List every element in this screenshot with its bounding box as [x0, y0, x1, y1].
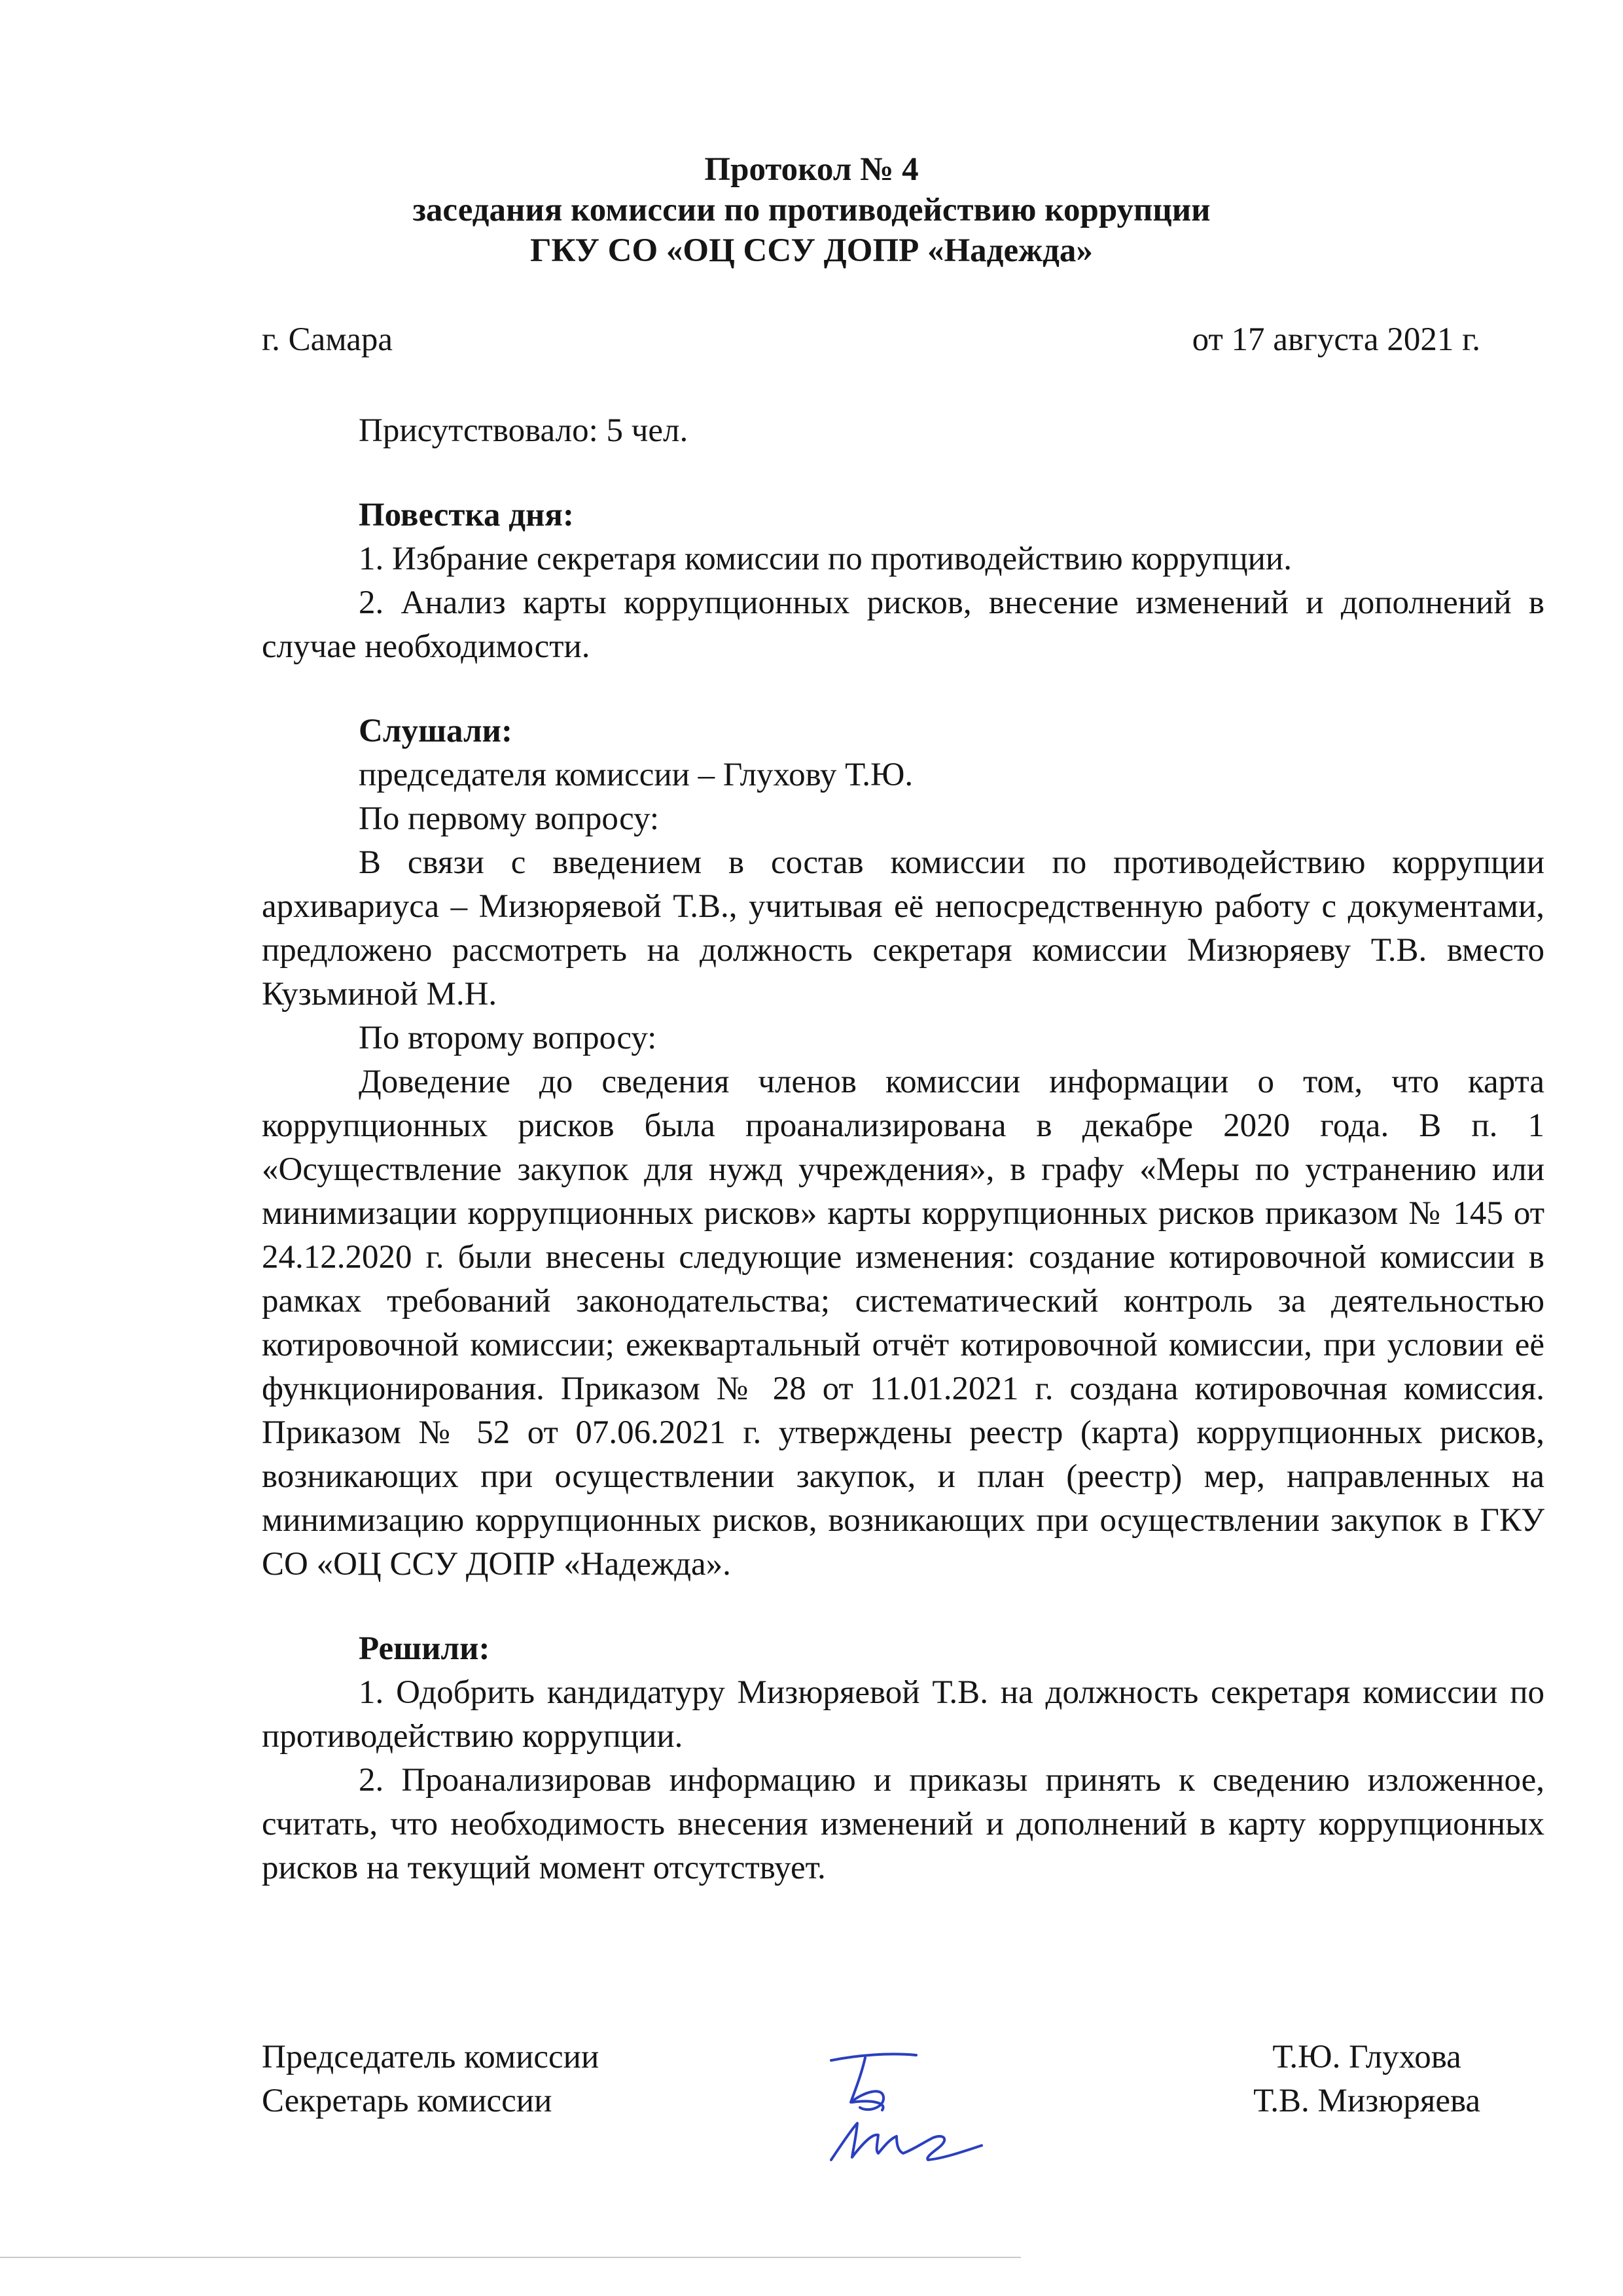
handwritten-signatures: [805, 2029, 1021, 2166]
document-date: от 17 августа 2021 г.: [1192, 321, 1480, 358]
scan-edge-line: [0, 2257, 1021, 2258]
second-question-text: Доведение до сведения членов комиссии информации о том, что карта коррупционных рисков была проанализирована в декабре 2020 года. В п. 1 «Осуществление закупок для нужд учреждения», в графу «Меры по устранению или минимизации коррупционных рисков» карты коррупционных рисков приказом № 145 от 24.12.2020 г. были внесены следующие изменения: создание котировочной комиссии в рамках требований законодательства; систематический контроль за деятельностью котировочной комиссии; ежеквартальный отчёт котировочной комиссии, при условии её функционирования. Приказом № 28 от 11.01.2021 г. создана котировочная комиссия. Приказом № 52 от 07.06.2021 г. утверждены реестр (карта) коррупционных рисков, возникающих при осуществлении закупок, и план (реестр) мер, направленных на минимизацию коррупционных рисков, возникающих при осуществлении закупок в ГКУ СО «ОЦ ССУ ДОПР «Надежда».: [262, 1064, 1544, 1583]
heard-heading: Слушали:: [359, 713, 512, 749]
first-question-label: По первому вопросу:: [359, 800, 660, 837]
decision-1: 1. Одобрить кандидатуру Мизюряевой Т.В. на должность секретаря комиссии по противодействию коррупции.: [262, 1674, 1544, 1755]
chair-signature-stroke: [831, 2054, 916, 2110]
secretary-name: Т.В. Мизюряева: [1253, 2083, 1480, 2119]
secretary-signature-stroke: [831, 2123, 982, 2160]
city: г. Самара: [262, 321, 393, 358]
signature-roles: [262, 2036, 599, 2123]
attendance: Присутствовало: 5 чел.: [359, 412, 688, 449]
chair-role: Председатель комиссии: [262, 2039, 599, 2075]
document-header: [262, 149, 1361, 271]
organization-name: ГКУ СО «ОЦ ССУ ДОПР «Надежда»: [530, 232, 1093, 269]
agenda-heading: Повестка дня:: [359, 497, 575, 533]
signature-names: [1253, 2036, 1480, 2123]
protocol-title: Протокол № 4: [704, 151, 919, 188]
agenda-item-2: 2. Анализ карты коррупционных рисков, внесение изменений и дополнений в случае необходимости.: [262, 584, 1544, 665]
protocol-subtitle: заседания комиссии по противодействию коррупции: [412, 192, 1211, 228]
protocol-body: [262, 409, 1544, 1890]
speaker: председателя комиссии – Глухову Т.Ю.: [359, 757, 914, 793]
decision-2: 2. Проанализировав информацию и приказы принять к сведению изложенное, считать, что необходимость внесения изменений и дополнений в карту коррупционных рисков на текущий момент отсутствует.: [262, 1762, 1544, 1886]
second-question-label: По второму вопросу:: [359, 1020, 657, 1056]
first-question-text: В связи с введением в состав комиссии по противодействию коррупции архивариуса – Мизюряевой Т.В., учитывая её непосредственную работу с документами, предложено рассмотреть на должность секретаря комиссии Мизюряеву Т.В. вместо Кузьминой М.Н.: [262, 844, 1544, 1013]
decided-heading: Решили:: [359, 1630, 490, 1667]
secretary-role: Секретарь комиссии: [262, 2083, 552, 2119]
agenda-item-1: 1. Избрание секретаря комиссии по противодействию коррупции.: [359, 541, 1292, 577]
chair-name: Т.Ю. Глухова: [1272, 2039, 1461, 2075]
